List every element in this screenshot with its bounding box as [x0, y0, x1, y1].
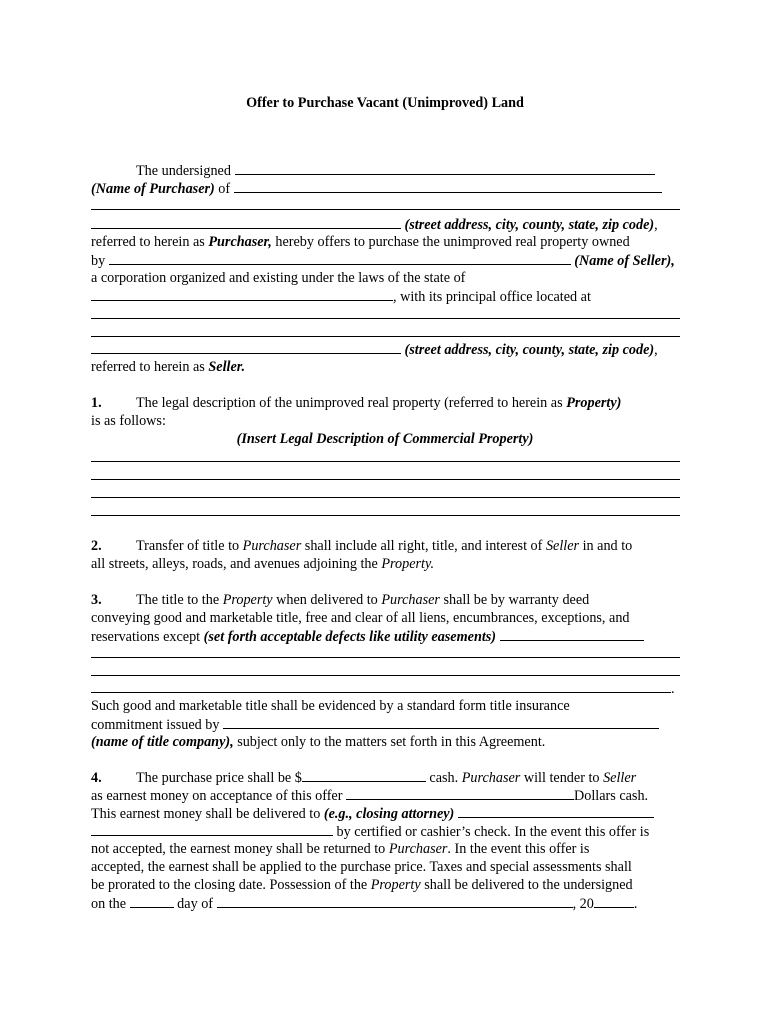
section-1-line-1: 1. The legal description of the unimproved real property (referred to herein as Property) [91, 395, 622, 411]
purchase-price-blank[interactable] [302, 768, 426, 782]
section-3-number: 3. [91, 592, 102, 608]
section-1-number: 1. [91, 395, 102, 411]
purchaser-address-blank[interactable] [234, 179, 662, 193]
possession-day-blank[interactable] [130, 894, 174, 908]
legal-description-line-2[interactable] [91, 479, 680, 480]
intro-line-6: a corporation organized and existing under the laws of the state of [91, 270, 466, 286]
intro-line-4: referred to herein as Purchaser, hereby offers to purchase the unimproved real property owned [91, 234, 630, 250]
section-4-line-7: be prorated to the closing date. Possession of the Property shall be delivered to the undersigned [91, 877, 633, 893]
legal-description-line-3[interactable] [91, 497, 680, 498]
section-3-line-4: . [91, 679, 675, 698]
address-blank-line[interactable] [91, 209, 680, 210]
closing-attorney-blank[interactable] [458, 804, 654, 818]
section-3-line-3: reservations except (set forth acceptable defects like utility easements) [91, 627, 644, 646]
intro-line-3: (street address, city, county, state, zip code), [91, 215, 658, 234]
section-3-line-1: 3. The title to the Property when delivered to Purchaser shall be by warranty deed [91, 592, 590, 608]
name-of-seller-label: (Name of Seller), [574, 253, 675, 269]
section-1-line-2: is as follows: [91, 413, 166, 429]
section-3-line-7: (name of title company), subject only to the matters set forth in this Agreement. [91, 734, 546, 750]
section-4-line-5: not accepted, the earnest money shall be returned to Purchaser. In the event this offer is [91, 841, 590, 857]
seller-defined-term: Seller. [208, 359, 246, 375]
defects-blank[interactable] [500, 627, 644, 641]
seller-name-blank[interactable] [109, 251, 571, 265]
undersigned-label: The undersigned [136, 163, 231, 179]
section-2-line-2: all streets, alleys, roads, and avenues adjoining the Property. [91, 556, 435, 572]
street-address-label-2: (street address, city, county, state, zip code) [404, 342, 655, 358]
section-4-line-8: on the day of , 20 . [91, 896, 638, 912]
possession-month-blank[interactable] [217, 894, 573, 908]
purchaser-name-blank[interactable] [235, 161, 655, 175]
office-blank-line-1[interactable] [91, 318, 680, 319]
section-4-number: 4. [91, 770, 102, 786]
section-4-line-3: This earnest money shall be delivered to (e.g., closing attorney) [91, 804, 654, 823]
defects-blank-line-2[interactable] [91, 675, 680, 676]
intro-line-9: referred to herein as Seller. [91, 359, 246, 375]
document-title: Offer to Purchase Vacant (Unimproved) Land [246, 95, 524, 111]
defects-blank-line-1[interactable] [91, 657, 680, 658]
legal-description-instruction: (Insert Legal Description of Commercial Property) [236, 431, 534, 447]
intro-line-7: , with its principal office located at [91, 287, 591, 306]
section-2-line-1: 2. Transfer of title to Purchaser shall include all right, title, and interest of Seller in and to [91, 538, 633, 554]
section-4-line-2: as earnest money on acceptance of this offer Dollars cash. [91, 788, 649, 804]
section-3-line-2: conveying good and marketable title, free and clear of all liens, encumbrances, exceptions, and [91, 610, 630, 626]
legal-description-line-1[interactable] [91, 461, 680, 462]
intro-line-5: by (Name of Seller), [91, 253, 675, 269]
purchaser-defined-term: Purchaser, [208, 234, 272, 250]
legal-description-line-4[interactable] [91, 515, 680, 516]
purchaser-address-blank-2[interactable] [91, 215, 401, 229]
defects-blank-3[interactable] [91, 679, 671, 693]
section-4-line-6: accepted, the earnest shall be applied to the purchase price. Taxes and special assessments shall [91, 859, 632, 875]
possession-year-blank[interactable] [594, 894, 634, 908]
office-blank-line-2[interactable] [91, 336, 680, 337]
intro-line-1 [136, 161, 655, 180]
seller-address-blank[interactable] [91, 340, 401, 354]
section-2-number: 2. [91, 538, 102, 554]
section-3-line-5: Such good and marketable title shall be evidenced by a standard form title insurance [91, 698, 570, 714]
name-of-purchaser-label: (Name of Purchaser) [91, 181, 215, 197]
intro-line-8: (street address, city, county, state, zip code), [91, 340, 658, 359]
street-address-label-1: (street address, city, county, state, zip code) [404, 217, 655, 233]
state-blank[interactable] [91, 287, 393, 301]
intro-line-2: (Name of Purchaser) of [91, 179, 662, 198]
acceptable-defects-label: (set forth acceptable defects like utility easements) [203, 629, 497, 645]
section-4-line-1: 4. The purchase price shall be $ cash. Purchaser will tender to Seller [91, 770, 637, 786]
earnest-money-blank[interactable] [346, 786, 574, 800]
section-4-line-4: by certified or cashier’s check. In the event this offer is [91, 822, 649, 841]
title-company-blank[interactable] [223, 715, 659, 729]
closing-attorney-label: (e.g., closing attorney) [323, 806, 455, 822]
closing-attorney-blank-2[interactable] [91, 822, 333, 836]
title-company-label: (name of title company), [91, 734, 234, 750]
section-3-line-6: commitment issued by [91, 715, 659, 734]
